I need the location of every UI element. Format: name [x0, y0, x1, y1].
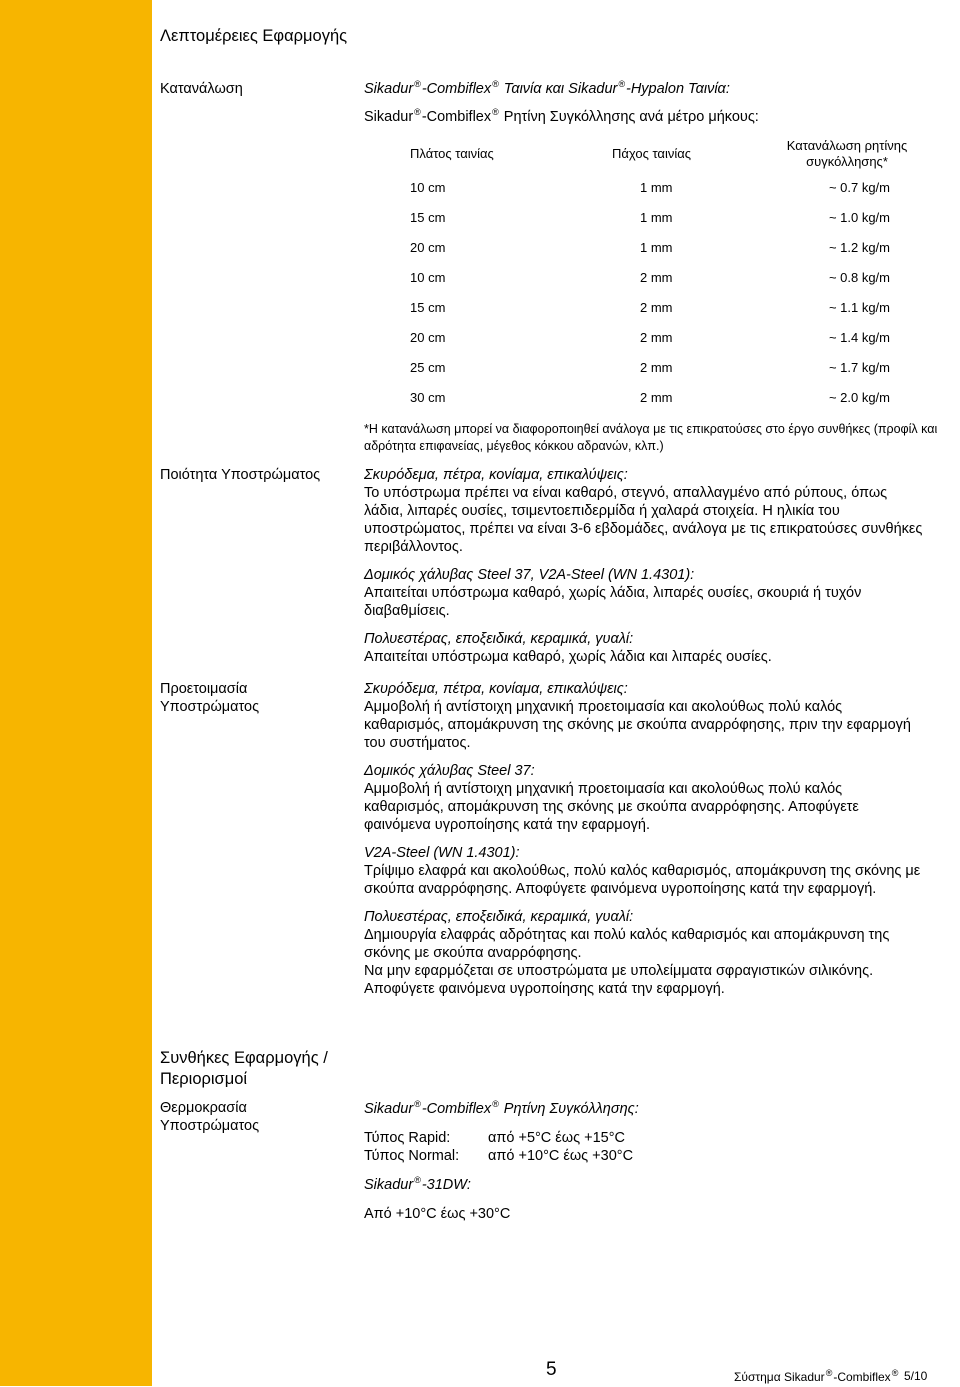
cell-consumption: ~ 1.7 kg/m — [828, 360, 890, 375]
cell-width: 25 cm — [410, 360, 446, 375]
prep-text-polyester-3: Αποφύγετε φαινόμενα υγροποίησης κατά την εφαρμογή. — [364, 981, 725, 997]
consumption-subtitle: Sikadur®-Combiflex® Ρητίνη Συγκόλλησης ανά μέτρο μήκους: — [364, 107, 759, 125]
prep-heading-polyester: Πολυεστέρας, εποξειδικά, κεραμικά, γυαλί: — [364, 909, 634, 925]
table-row — [410, 240, 930, 270]
cell-consumption: ~ 1.4 kg/m — [828, 330, 890, 345]
table-row — [410, 180, 930, 210]
prep-heading-v2a: V2A-Steel (WN 1.4301): — [364, 845, 520, 861]
cell-width: 10 cm — [410, 180, 446, 195]
cell-thickness: 1 mm — [640, 180, 673, 195]
sidebar-color-band — [0, 0, 152, 1386]
prep-text-concrete: Αμμοβολή ή αντίστοιχη μηχανική προετοιμασία και ακολούθως πολύ καλός καθαρισμός, απομάκρυνση της σκόνης με σκούπα αναρρόφησης, πριν την εφαρμογή του συστήματος. — [364, 699, 911, 751]
cell-consumption: ~ 1.0 kg/m — [828, 210, 890, 225]
consumption-table — [410, 136, 930, 420]
cell-width: 30 cm — [410, 390, 446, 405]
cell-consumption: ~ 1.2 kg/m — [828, 240, 890, 255]
consumption-intro: Sikadur®-Combiflex® Ταινία και Sikadur®-Hypalon Ταινία: — [364, 79, 730, 97]
substrate-prep-content — [364, 680, 924, 998]
table-header-row — [410, 136, 930, 180]
quality-heading-concrete: Σκυρόδεμα, πέτρα, κονίαμα, επικαλύψεις: — [364, 467, 628, 483]
prep-text-polyester-2: Να μην εφαρμόζεται σε υποστρώματα με υπολείμματα σφραγιστικών σιλικόνης. — [364, 963, 874, 979]
table-row — [410, 210, 930, 240]
table-row — [410, 300, 930, 330]
table-row — [410, 270, 930, 300]
label-consumption: Κατανάλωση — [160, 81, 243, 97]
table-row — [410, 360, 930, 390]
cell-consumption: ~ 2.0 kg/m — [828, 390, 890, 405]
section-title-conditions-limitations: Συνθήκες Εφαρμογής / Περιορισμοί — [160, 1049, 328, 1088]
cell-thickness: 2 mm — [640, 270, 673, 285]
label-substrate-temperature: Θερμοκρασία Υποστρώματος — [160, 1100, 260, 1134]
temp-normal-value: από +10°C έως +30°C — [488, 1148, 634, 1164]
footer-page-of: 5/10 — [904, 1369, 928, 1383]
cell-thickness: 2 mm — [640, 390, 673, 405]
cell-thickness: 2 mm — [640, 360, 673, 375]
quality-text-concrete: Το υπόστρωμα πρέπει να είναι καθαρό, στεγνό, απαλλαγμένο από ρύπους, όπως λάδια, λιπαρές ουσίες, τσιμεντοεπιδερμίδα ή χαλαρά στοιχεία. Η ηλικία του υποστρώματος, πρέπει να είναι 3-6 εβδομάδες, ανάλογα με τις επικρατούσες συνθήκες περιβάλλοντος. — [364, 485, 923, 555]
cell-consumption: ~ 0.8 kg/m — [828, 270, 890, 285]
footer-product-name: Σύστημα Sikadur®-Combiflex® — [734, 1368, 899, 1384]
consumption-footnote: *Η κατανάλωση μπορεί να διαφοροποιηθεί ανάλογα με τις επικρατούσες στο έργο συνθήκες (προφίλ και αδρότητα επιφανείας, μέγεθος κόκκου αδρανών, κλπ.) — [364, 422, 938, 453]
prep-text-v2a: Τρίψιμο ελαφρά και ακολούθως, πολύ καλός καθαρισμός, απομάκρυνση της σκόνης με σκούπα αναρρόφησης. Αποφύγετε φαινόμενα υγροποίησης κατά την εφαρμογή. — [364, 863, 921, 897]
table-row — [410, 330, 930, 360]
temp-heading-combiflex: Sikadur®-Combiflex® Ρητίνη Συγκόλλησης: — [364, 1099, 639, 1117]
cell-consumption: ~ 1.1 kg/m — [828, 300, 890, 315]
cell-thickness: 1 mm — [640, 240, 673, 255]
table-header-width: Πλάτος ταινίας — [410, 146, 494, 161]
quality-heading-polyester: Πολυεστέρας, εποξειδικά, κεραμικά, γυαλί: — [364, 631, 634, 647]
table-header-consumption: Κατανάλωση ρητίνης συγκόλλησης* — [786, 138, 908, 169]
cell-width: 10 cm — [410, 270, 446, 285]
quality-heading-steel: Δομικός χάλυβας Steel 37, V2A-Steel (WN 1.4301): — [364, 567, 695, 583]
cell-thickness: 2 mm — [640, 330, 673, 345]
label-substrate-quality: Ποιότητα Υποστρώματος — [160, 467, 321, 483]
cell-thickness: 1 mm — [640, 210, 673, 225]
section-title-application-details: Λεπτομέρειες Εφαρμογής — [160, 27, 348, 45]
temp-normal-label: Τύπος Normal: — [364, 1148, 460, 1164]
temp-31dw-value: Από +10°C έως +30°C — [364, 1206, 511, 1222]
prep-text-steel37: Αμμοβολή ή αντίστοιχη μηχανική προετοιμασία και ακολούθως πολύ καλός καθαρισμός, απομάκρυνση της σκόνης με σκούπα αναρρόφησης. Αποφύγετε φαινόμενα υγροποίησης κατά την εφαρμογή. — [364, 781, 859, 833]
quality-text-polyester: Απαιτείται υπόστρωμα καθαρό, χωρίς λάδια και λιπαρές ουσίες. — [364, 649, 772, 665]
cell-width: 15 cm — [410, 300, 446, 315]
label-substrate-preparation: Προετοιμασία Υποστρώματος — [160, 681, 260, 715]
quality-text-steel: Απαιτείται υπόστρωμα καθαρό, χωρίς λάδια, λιπαρές ουσίες, σκουριά ή τυχόν διαβαθμίσεις. — [364, 585, 862, 619]
page-number: 5 — [546, 1359, 557, 1380]
cell-width: 20 cm — [410, 330, 446, 345]
substrate-quality-content — [364, 466, 924, 666]
cell-thickness: 2 mm — [640, 300, 673, 315]
cell-consumption: ~ 0.7 kg/m — [828, 180, 890, 195]
table-row — [410, 390, 930, 420]
prep-heading-steel37: Δομικός χάλυβας Steel 37: — [364, 763, 535, 779]
temp-rapid-label: Τύπος Rapid: — [364, 1130, 451, 1146]
table-header-thickness: Πάχος ταινίας — [612, 146, 692, 161]
temp-heading-31dw: Sikadur®-31DW: — [364, 1175, 471, 1193]
cell-width: 20 cm — [410, 240, 446, 255]
temp-rapid-value: από +5°C έως +15°C — [488, 1130, 625, 1146]
prep-text-polyester: Δημιουργία ελαφράς αδρότητας και πολύ καλός καθαρισμός και απομάκρυνση της σκόνης με σκούπα αναρρόφησης. — [364, 927, 890, 961]
prep-heading-concrete: Σκυρόδεμα, πέτρα, κονίαμα, επικαλύψεις: — [364, 681, 628, 697]
cell-width: 15 cm — [410, 210, 446, 225]
